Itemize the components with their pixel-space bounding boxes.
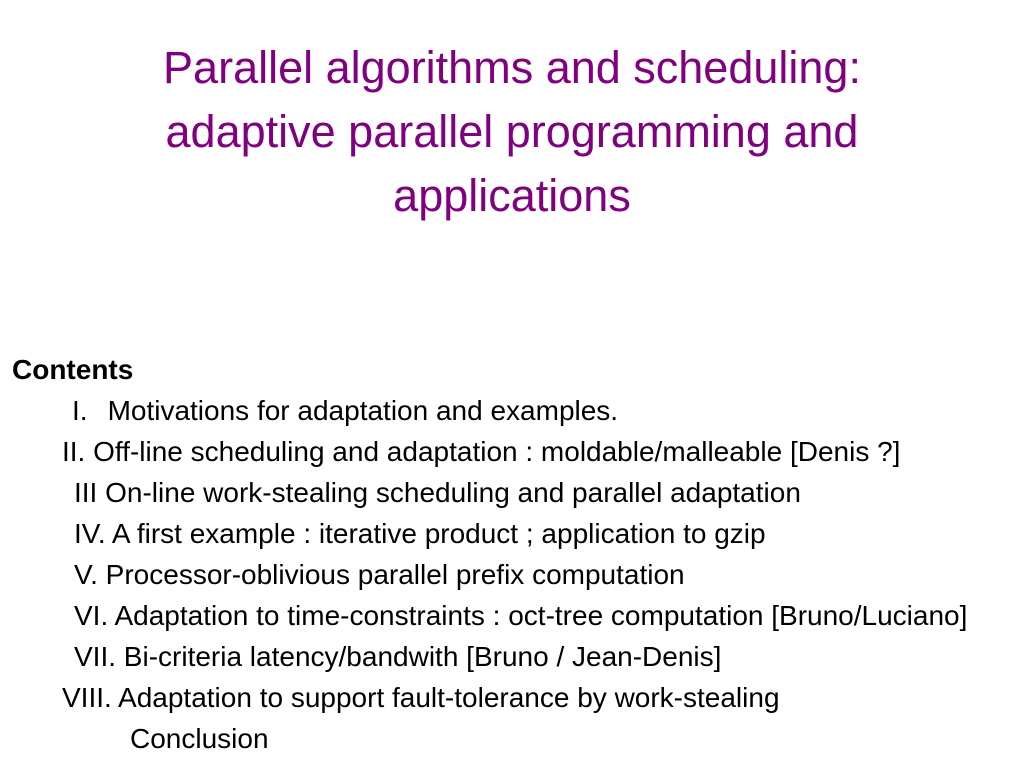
toc-item-6 xyxy=(12,595,1024,636)
toc-item-text: Conclusion xyxy=(130,723,269,754)
toc-item-text: On-line work-stealing scheduling and parallel adaptation xyxy=(105,477,801,508)
toc-item-4 xyxy=(12,513,1024,554)
title-line-2: adaptive parallel programming and xyxy=(165,106,859,157)
toc-item-text: Adaptation to time-constraints : oct-tree computation [Bruno/Luciano] xyxy=(114,600,968,631)
toc-item-number: II. xyxy=(62,436,86,467)
title-line-3: applications xyxy=(393,170,631,221)
toc-item-number: VIII. xyxy=(62,682,112,713)
contents-heading: Contents xyxy=(12,354,134,385)
toc-item-number: I. xyxy=(72,395,88,426)
toc-item-8 xyxy=(12,677,1024,718)
toc-item-text: Processor-oblivious parallel prefix computation xyxy=(105,559,685,590)
contents-list xyxy=(12,349,1024,759)
toc-item-text: Motivations for adaptation and examples. xyxy=(107,395,619,426)
toc-item-1 xyxy=(12,390,1024,431)
toc-item-text: Bi-criteria latency/bandwith [Bruno / Jean-Denis] xyxy=(123,641,722,672)
title-line-1: Parallel algorithms and scheduling: xyxy=(163,42,861,93)
slide-title xyxy=(0,36,1024,228)
toc-item-5 xyxy=(12,554,1024,595)
toc-item-3 xyxy=(12,472,1024,513)
toc-item-text: Adaptation to support fault-tolerance by work-stealing xyxy=(118,682,780,713)
toc-item-number: V. xyxy=(74,559,98,590)
toc-item-number: IV. xyxy=(74,518,106,549)
toc-item-2 xyxy=(12,431,1024,472)
toc-item-number: VII. xyxy=(74,641,117,672)
toc-item-number: III xyxy=(74,477,98,508)
toc-item-number: VI. xyxy=(74,600,109,631)
toc-item-9 xyxy=(12,718,1024,759)
toc-item-text: Off-line scheduling and adaptation : moldable/malleable [Denis ?] xyxy=(93,436,901,467)
toc-item-text: A first example : iterative product ; application to gzip xyxy=(111,518,766,549)
toc-item-7 xyxy=(12,636,1024,677)
